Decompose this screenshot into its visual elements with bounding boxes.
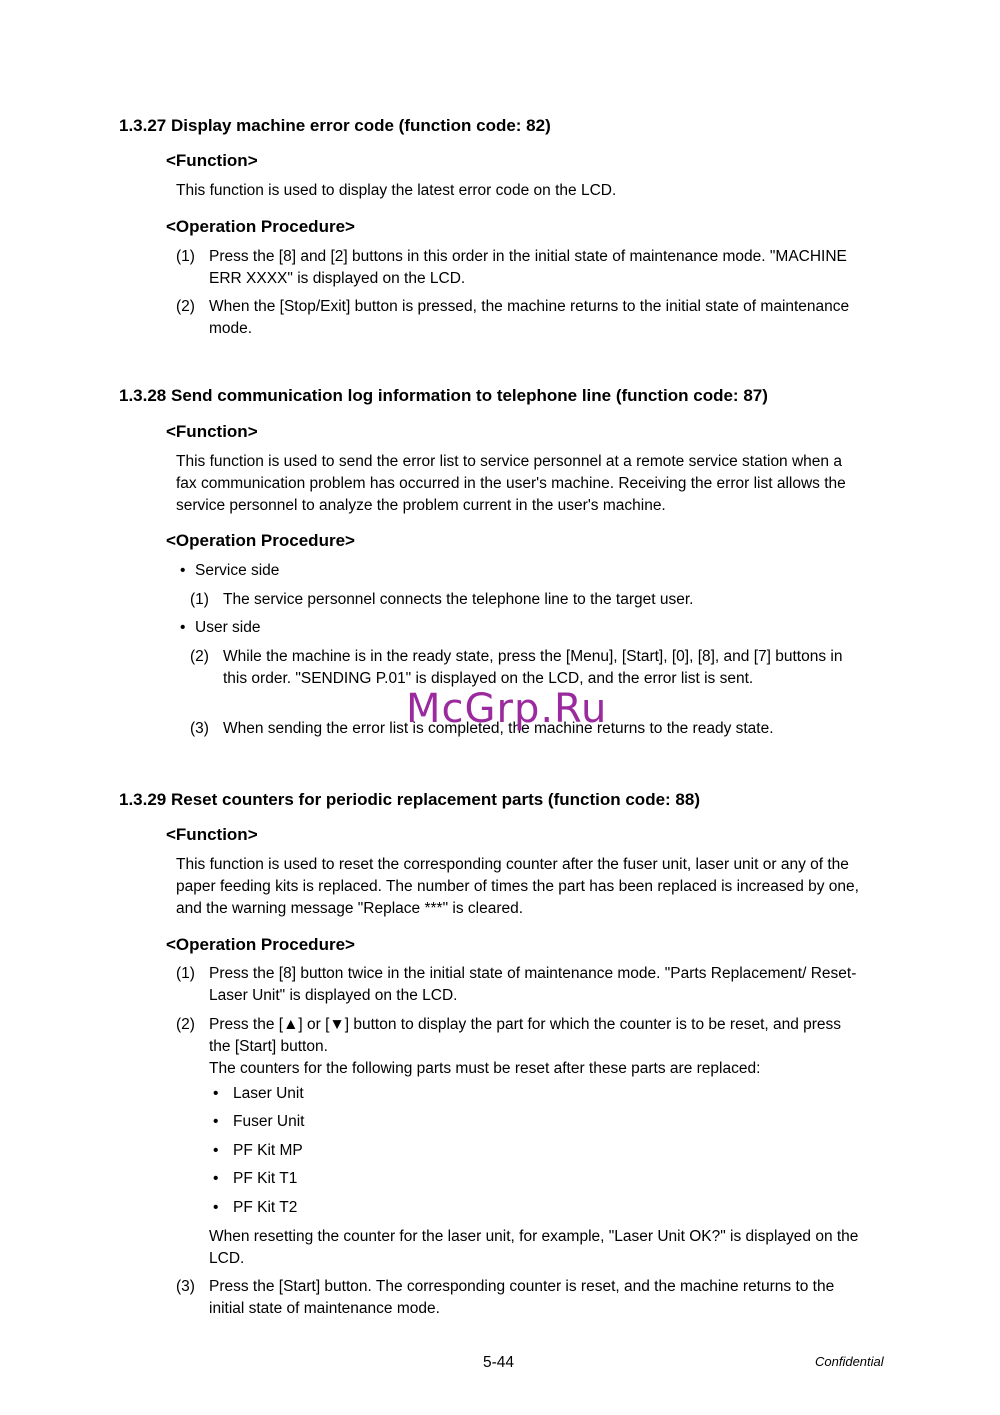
step-number: (3) [176,1278,195,1295]
watermark: McGrp.Ru [406,686,608,732]
part-name: Fuser Unit [233,1113,305,1130]
step-text: Press the [Start] button. The corresponding counter is reset, and the machine returns to the initial state of maintenance mode. [209,1278,835,1317]
bullet-dot: • [213,1170,219,1187]
step-number: (1) [176,248,195,265]
step-text: When the [Stop/Exit] button is pressed, the machine returns to the initial state of maintenance mode. [209,298,850,337]
step-number: (2) [176,298,195,315]
bullet-dot: • [180,562,186,579]
function-label: <Function> [166,825,258,844]
bullet-text: Service side [195,562,280,579]
part-name: PF Kit T2 [233,1199,298,1216]
part-name: Laser Unit [233,1085,304,1102]
bullet-dot: • [213,1113,219,1130]
bullet-dot: • [213,1085,219,1102]
section-heading-1-3-27: 1.3.27 Display machine error code (function code: 82) [119,116,551,135]
function-text: This function is used to send the error list to service personnel at a remote service station when a fax communication problem has occurred in the user's machine. Receiving the error list allows the service personnel to analyze the problem current in the user's machine. [176,453,846,514]
example-text: When resetting the counter for the laser unit, for example, "Laser Unit OK?" is displayed on the LCD. [209,1228,859,1267]
function-text: This function is used to display the latest error code on the LCD. [176,182,617,199]
procedure-label: <Operation Procedure> [166,217,355,236]
step-text: While the machine is in the ready state, press the [Menu], [Start], [0], [8], and [7] buttons in this order. "SENDING P.01" is displayed on the LCD, and the error list is sent. [223,648,843,687]
function-text: This function is used to reset the corresponding counter after the fuser unit, laser unit or any of the paper feeding kits is replaced. The number of times the part has been replaced is increased by one, and the warning message "Replace ***" is cleared. [176,856,859,917]
step-number: (2) [176,1016,195,1033]
bullet-text: User side [195,619,261,636]
step-text: Press the [8] button twice in the initial state of maintenance mode. "Parts Replacement/ Reset-Laser Unit" is displayed on the LCD. [209,965,857,1004]
step-text: When sending the error list is completed, the machine returns to the ready state. [223,720,774,737]
step-number: (1) [176,965,195,982]
confidential-label: Confidential [815,1354,884,1369]
section-heading-1-3-28: 1.3.28 Send communication log information to telephone line (function code: 87) [119,386,768,405]
counters-intro: The counters for the following parts must be reset after these parts are replaced: [209,1060,761,1077]
step-text: Press the [8] and [2] buttons in this order in the initial state of maintenance mode. "MACHINE ERR XXXX" is displayed on the LCD. [209,248,847,287]
step-number: (3) [190,720,209,737]
step-text: Press the [▲] or [▼] button to display the part for which the counter is to be reset, and press the [Start] button. [209,1016,842,1055]
part-name: PF Kit MP [233,1142,303,1159]
page-number: 5-44 [483,1354,515,1371]
section-heading-1-3-29: 1.3.29 Reset counters for periodic replacement parts (function code: 88) [119,790,700,809]
part-name: PF Kit T1 [233,1170,298,1187]
step-text: The service personnel connects the telephone line to the target user. [223,591,694,608]
bullet-dot: • [213,1199,219,1216]
function-label: <Function> [166,151,258,170]
procedure-label: <Operation Procedure> [166,935,355,954]
bullet-dot: • [180,619,186,636]
step-number: (1) [190,591,209,608]
procedure-label: <Operation Procedure> [166,531,355,550]
bullet-dot: • [213,1142,219,1159]
function-label: <Function> [166,422,258,441]
step-number: (2) [190,648,209,665]
